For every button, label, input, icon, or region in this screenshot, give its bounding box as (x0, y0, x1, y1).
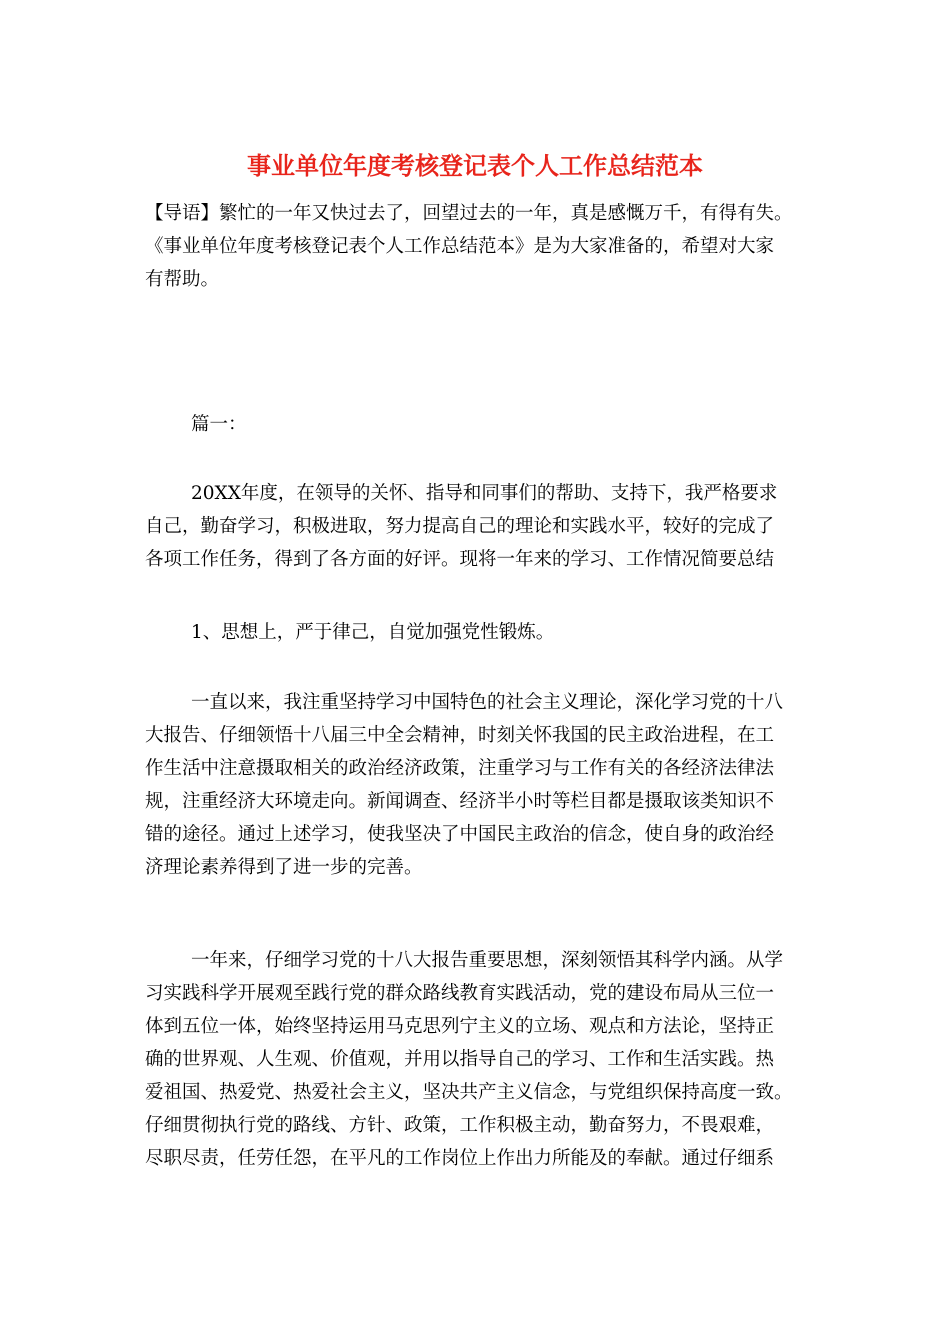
paragraph-line: 大报告、仔细领悟十八届三中全会精神，时刻关怀我国的民主政治进程，在工 (145, 725, 775, 746)
intro-line: 有帮助。 (145, 269, 220, 290)
intro-line: 《事业单位年度考核登记表个人工作总结范本》是为大家准备的，希望对大家 (145, 236, 775, 257)
paragraph-line: 一年来，仔细学习党的十八大报告重要思想，深刻领悟其科学内涵。从学 (191, 950, 784, 971)
paragraph-line: 各项工作任务，得到了各方面的好评。现将一年来的学习、工作情况简要总结 (145, 549, 775, 570)
paragraph-line: 济理论素养得到了进一步的完善。 (145, 857, 423, 878)
paragraph-line: 仔细贯彻执行党的路线、方针、政策，工作积极主动，勤奋努力，不畏艰难， (145, 1115, 775, 1136)
section-heading (145, 408, 805, 441)
paragraph-2 (145, 686, 805, 884)
document-title: 事业单位年度考核登记表个人工作总结范本 (247, 151, 703, 180)
intro-paragraph (145, 197, 805, 296)
paragraph-line: 尽职尽责，任劳任怨，在平凡的工作岗位上作出力所能及的奉献。通过仔细系 (145, 1148, 775, 1169)
paragraph-line: 20XX年度，在领导的关怀、指导和同事们的帮助、支持下，我严格要求 (191, 483, 778, 504)
paragraph-line: 确的世界观、人生观、价值观，并用以指导自己的学习、工作和生活实践。热 (145, 1049, 775, 1070)
paragraph-line: 自己，勤奋学习，积极进取，努力提高自己的理论和实践水平，较好的完成了 (145, 516, 775, 537)
paragraph-3 (145, 944, 805, 1175)
paragraph-1 (145, 477, 805, 576)
paragraph-line: 一直以来，我注重坚持学习中国特色的社会主义理论，深化学习党的十八 (191, 692, 784, 713)
item-heading-text: 1、思想上，严于律己，自觉加强党性锻炼。 (191, 622, 555, 643)
paragraph-line: 错的途径。通过上述学习，使我坚决了中国民主政治的信念，使自身的政治经 (145, 824, 775, 845)
section-heading-text: 篇一： (191, 414, 247, 435)
intro-line: 【导语】繁忙的一年又快过去了，回望过去的一年，真是感慨万千，有得有失。 (145, 203, 793, 224)
paragraph-line: 作生活中注意摄取相关的政治经济政策，注重学习与工作有关的各经济法律法 (145, 758, 775, 779)
paragraph-line: 爱祖国、热爱党、热爱社会主义，坚决共产主义信念，与党组织保持高度一致。 (145, 1082, 793, 1103)
paragraph-line: 体到五位一体，始终坚持运用马克思列宁主义的立场、观点和方法论，坚持正 (145, 1016, 775, 1037)
item-1-heading (145, 616, 805, 649)
paragraph-line: 规，注重经济大环境走向。新闻调查、经济半小时等栏目都是摄取该类知识不 (145, 791, 775, 812)
paragraph-line: 习实践科学开展观至践行党的群众路线教育实践活动，党的建设布局从三位一 (145, 983, 775, 1004)
